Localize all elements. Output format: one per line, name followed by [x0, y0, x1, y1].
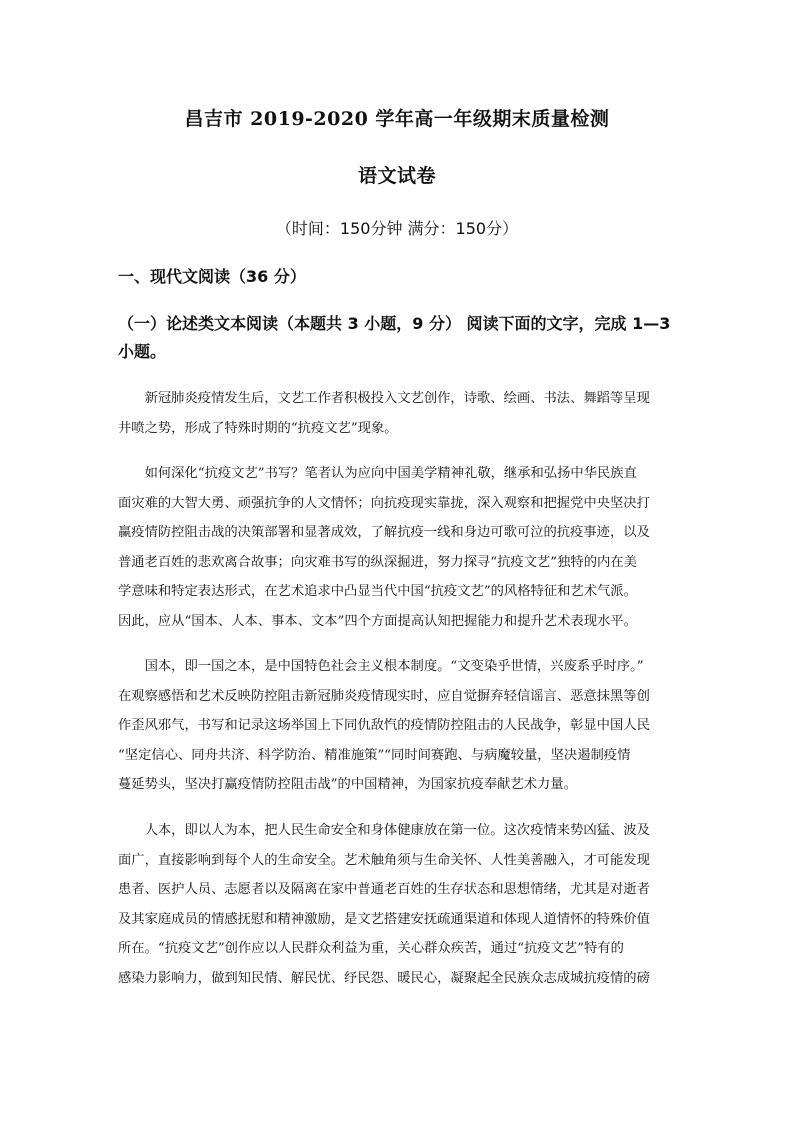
exam-time-score: （时间：150分钟 满分：150分） — [275, 219, 519, 238]
paragraph-line: 面灾难的大智大勇、顽强抗争的人文情怀；向抗疫现实靠拢，深入观察和把握党中央坚决打 — [118, 495, 650, 511]
paragraph-line: 在观察感悟和艺术反映防控阻击新冠肺炎疫情现实时，应自觉摒弃轻信谣言、恶意抹黑等创 — [118, 688, 650, 704]
section-heading: 一、现代文阅读（36 分） — [118, 267, 306, 286]
paragraph-line: 面广，直接影响到每个人的生命安全。艺术触角须与生命关怀、人性美善融入，才可能发现 — [118, 852, 650, 868]
paragraph-line: 如何深化“抗疫文艺”书写？笔者认为应向中国美学精神礼敬，继承和弘扬中华民族直 — [118, 466, 637, 481]
paragraph-line: 及其家庭成员的情感抚慰和精神激励，是文艺搭建安抚疏通渠道和体现人道情怀的特殊价值 — [118, 911, 650, 927]
paragraph-3 — [118, 652, 678, 800]
subsection-line-2: 小题。 — [118, 342, 167, 361]
paragraph-line: 井喷之势，形成了特殊时期的“抗疫文艺”现象。 — [118, 420, 398, 436]
exam-title: 昌吉市 2019-2020 学年高一年级期末质量检测 — [184, 108, 610, 130]
paragraph-line: 蔓延势头，坚决打赢疫情防控阻击战”的中国精神，为国家抗疫奉献艺术力量。 — [118, 777, 577, 792]
paragraph-4 — [118, 816, 678, 993]
paragraph-line: 感染力影响力，做到知民情、解民忧、纾民怨、暖民心，凝聚起全民族众志成城抗疫情的磅 — [118, 970, 650, 986]
subsection-heading — [118, 310, 698, 366]
paragraph-line: 因此，应从“国本、人本、事本、文本”四个方面提高认知把握能力和提升艺术表现水平。 — [118, 613, 637, 629]
paragraph-2 — [118, 459, 678, 636]
paragraph-line: 学意味和特定表达形式，在艺术追求中凸显当代中国“抗疫文艺”的风格特征和艺术气派。 — [118, 584, 637, 599]
paragraph-line: 患者、医护人员、志愿者以及隔离在家中普通老百姓的生存状态和思想情绪，尤其是对逝者 — [118, 882, 650, 897]
paragraph-line: 所在。“抗疫文艺”创作应以人民群众利益为重，关心群众疾苦，通过“抗疫文艺”特有的 — [118, 941, 624, 956]
paragraph-line: 普通老百姓的悲欢离合故事；向灾难书写的纵深掘进，努力探寻“抗疫文艺”独特的内在美 — [118, 554, 637, 570]
paragraph-line: 新冠肺炎疫情发生后，文艺工作者积极投入文艺创作，诗歌、绘画、书法、舞蹈等呈现 — [118, 391, 650, 406]
paragraph-line: 人本，即以人为本，把人民生命安全和身体健康放在第一位。这次疫情来势凶猛、波及 — [118, 823, 650, 838]
exam-subtitle: 语文试卷 — [357, 165, 436, 187]
paragraph-line: 赢疫情防控阻击战的决策部署和显著成效，了解抗疫一线和身边可歌可泣的抗疫事迹，以及 — [118, 525, 650, 540]
paragraph-line: “坚定信心、同舟共济、科学防治、精准施策”“同时间赛跑、与病魔较量，坚决遏制疫情 — [118, 747, 631, 763]
subsection-line-1: （一）论述类文本阅读（本题共 3 小题，9 分） 阅读下面的文字，完成 1—3 — [118, 314, 671, 333]
paragraph-1 — [118, 384, 678, 443]
paragraph-line: 国本，即一国之本，是中国特色社会主义根本制度。“文变染乎世情，兴废系乎时序。” — [118, 659, 644, 674]
paragraph-line: 作歪风邪气，书写和记录这场举国上下同仇敌忾的疫情防控阻击的人民战争，彰显中国人民 — [118, 718, 650, 733]
